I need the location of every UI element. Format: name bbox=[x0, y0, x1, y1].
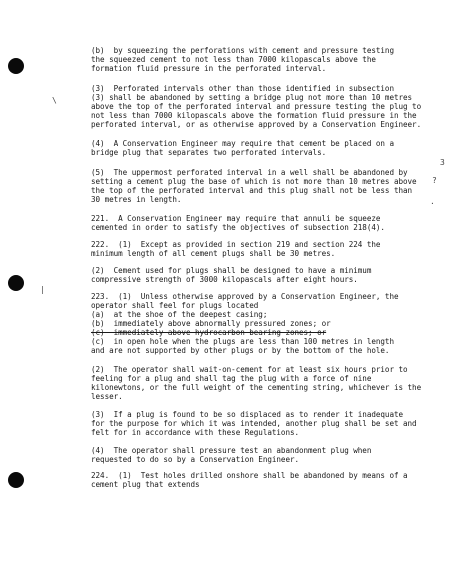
document-text-line: (2) The operator shall wait-on-cement for at least six hours prior to bbox=[91, 365, 408, 374]
document-text-line: feeling for a plug and shall tag the plug with a force of nine bbox=[91, 374, 372, 383]
document-text-line: (c) immediately above hydrocarbon bearing zones; or bbox=[91, 328, 327, 337]
document-text-line: (3) Perforated intervals other than those identified in subsection bbox=[91, 84, 394, 93]
document-text-line: lesser. bbox=[91, 392, 123, 401]
margin-mark: ? bbox=[432, 176, 437, 185]
document-text-line: (c) in open hole when the plugs are less than 100 metres in length bbox=[91, 337, 394, 346]
document-text-line: for the purpose for which it was intended, another plug shall be set and bbox=[91, 419, 417, 428]
document-text-line: (b) by squeezing the perforations with cement and pressure testing bbox=[91, 46, 394, 55]
document-text-line: 223. (1) Unless otherwise approved by a Conservation Engineer, the bbox=[91, 292, 399, 301]
document-text-line: 222. (1) Except as provided in section 219 and section 224 the bbox=[91, 240, 381, 249]
document-text-line: (3) shall be abandoned by setting a bridge plug not more than 10 metres bbox=[91, 93, 413, 102]
document-text-line: (2) Cement used for plugs shall be designed to have a minimum bbox=[91, 266, 372, 275]
binder-hole-bottom bbox=[8, 472, 24, 488]
margin-mark: | bbox=[40, 285, 45, 294]
document-text-line: perforated interval, or as otherwise approved by a Conservation Engineer. bbox=[91, 120, 422, 129]
document-text-line: minimum length of all cement plugs shall be 30 metres. bbox=[91, 249, 336, 258]
document-text-line: (a) at the shoe of the deepest casing; bbox=[91, 310, 268, 319]
binder-hole-top bbox=[8, 58, 24, 74]
margin-mark: . bbox=[430, 197, 435, 206]
document-text-line: requested to do so by a Conservation Engineer. bbox=[91, 455, 300, 464]
document-text-line: (4) The operator shall pressure test an abandonment plug when bbox=[91, 446, 372, 455]
document-text-line: 224. (1) Test holes drilled onshore shall be abandoned by means of a bbox=[91, 471, 408, 480]
document-text-line: not less than 7000 kilopascals above the formation fluid pressure in the bbox=[91, 111, 417, 120]
document-text-line: the squeezed cement to not less than 7000 kilopascals above the bbox=[91, 55, 376, 64]
document-text-line: cemented in order to satisfy the objectives of subsection 218(4). bbox=[91, 223, 385, 232]
document-text-line: compressive strength of 3000 kilopascals after eight hours. bbox=[91, 275, 358, 284]
document-text-line: operator shall feel for plugs located bbox=[91, 301, 259, 310]
document-text-line: formation fluid pressure in the perforated interval. bbox=[91, 64, 327, 73]
document-text-line: setting a cement plug the base of which is not more than 10 metres above bbox=[91, 177, 417, 186]
document-text-line: 221. A Conservation Engineer may require that annuli be squeeze bbox=[91, 214, 381, 223]
document-text-line: the top of the perforated interval and this plug shall not be less than bbox=[91, 186, 413, 195]
document-text-line: (4) A Conservation Engineer may require that cement be placed on a bbox=[91, 139, 394, 148]
margin-mark: 3 bbox=[440, 158, 445, 167]
margin-mark: \ bbox=[52, 96, 57, 105]
document-text-line: 30 metres in length. bbox=[91, 195, 182, 204]
document-text-line: (3) If a plug is found to be so displaced as to render it inadequate bbox=[91, 410, 404, 419]
document-text-line: above the top of the perforated interval and pressure testing the plug to bbox=[91, 102, 422, 111]
document-text-line: kilonewtons, or the full weight of the cementing string, whichever is the bbox=[91, 383, 422, 392]
binder-hole-middle bbox=[8, 275, 24, 291]
document-text-line: and are not supported by other plugs or by the bottom of the hole. bbox=[91, 346, 390, 355]
document-text-line: cement plug that extends bbox=[91, 480, 200, 489]
document-text-line: bridge plug that separates two perforated intervals. bbox=[91, 148, 327, 157]
document-text-line: felt for in accordance with these Regulations. bbox=[91, 428, 300, 437]
document-text-line: (5) The uppermost perforated interval in a well shall be abandoned by bbox=[91, 168, 408, 177]
document-text-line: (b) immediately above abnormally pressured zones; or bbox=[91, 319, 331, 328]
